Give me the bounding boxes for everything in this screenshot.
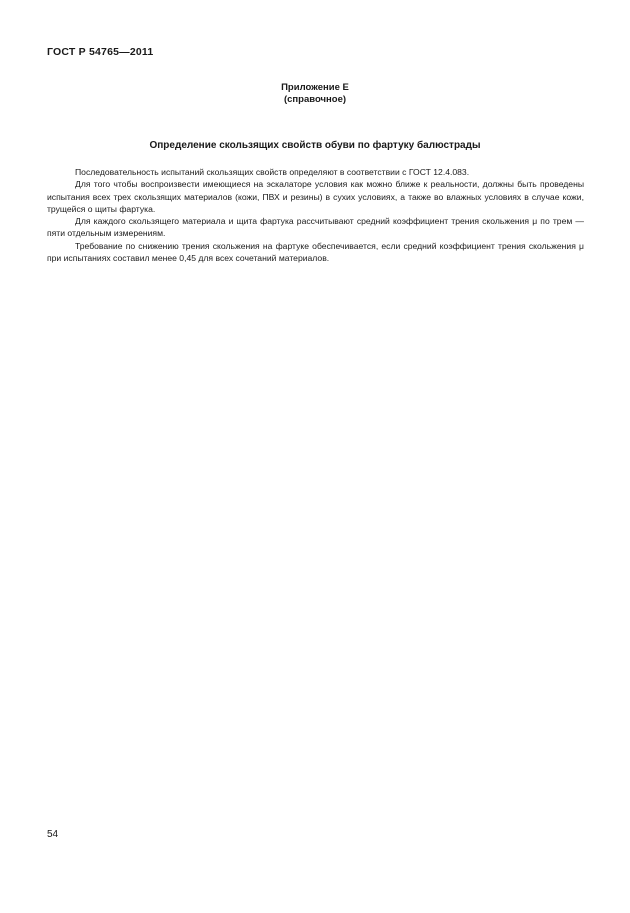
paragraph: Требование по снижению трения скольжения на фартуке обеспечивается, если средний коэффициент трения скольжения μ при испытаниях составил менее 0,45 для всех сочетаний материалов. — [47, 240, 584, 264]
appendix-subtitle: (справочное) — [283, 94, 347, 105]
body-text — [47, 166, 584, 264]
paragraph: Последовательность испытаний скользящих свойств определяют в соответствии с ГОСТ 12.4.083. — [75, 167, 470, 177]
paragraph: Для каждого скользящего материала и щита фартука рассчитывают средний коэффициент трения скольжения μ по трем — пяти отдельным измерениям. — [47, 216, 584, 239]
document-code: ГОСТ Р 54765—2011 — [47, 46, 154, 58]
appendix-heading — [0, 82, 630, 106]
page-number: 54 — [47, 829, 59, 840]
paragraph: Для того чтобы воспроизвести имеющиеся на эскалаторе условия как можно ближе к реальности, должны быть проведены испытания всех трех скользящих материалов (кожи, ПВХ и резины) в сухих условиях, а также во влажных условиях в случае кожи, трущейся о щиты фартука. — [47, 179, 584, 214]
section-title: Определение скользящих свойств обуви по фартуку балюстрады — [149, 140, 481, 151]
appendix-title: Приложение Е — [281, 82, 349, 93]
